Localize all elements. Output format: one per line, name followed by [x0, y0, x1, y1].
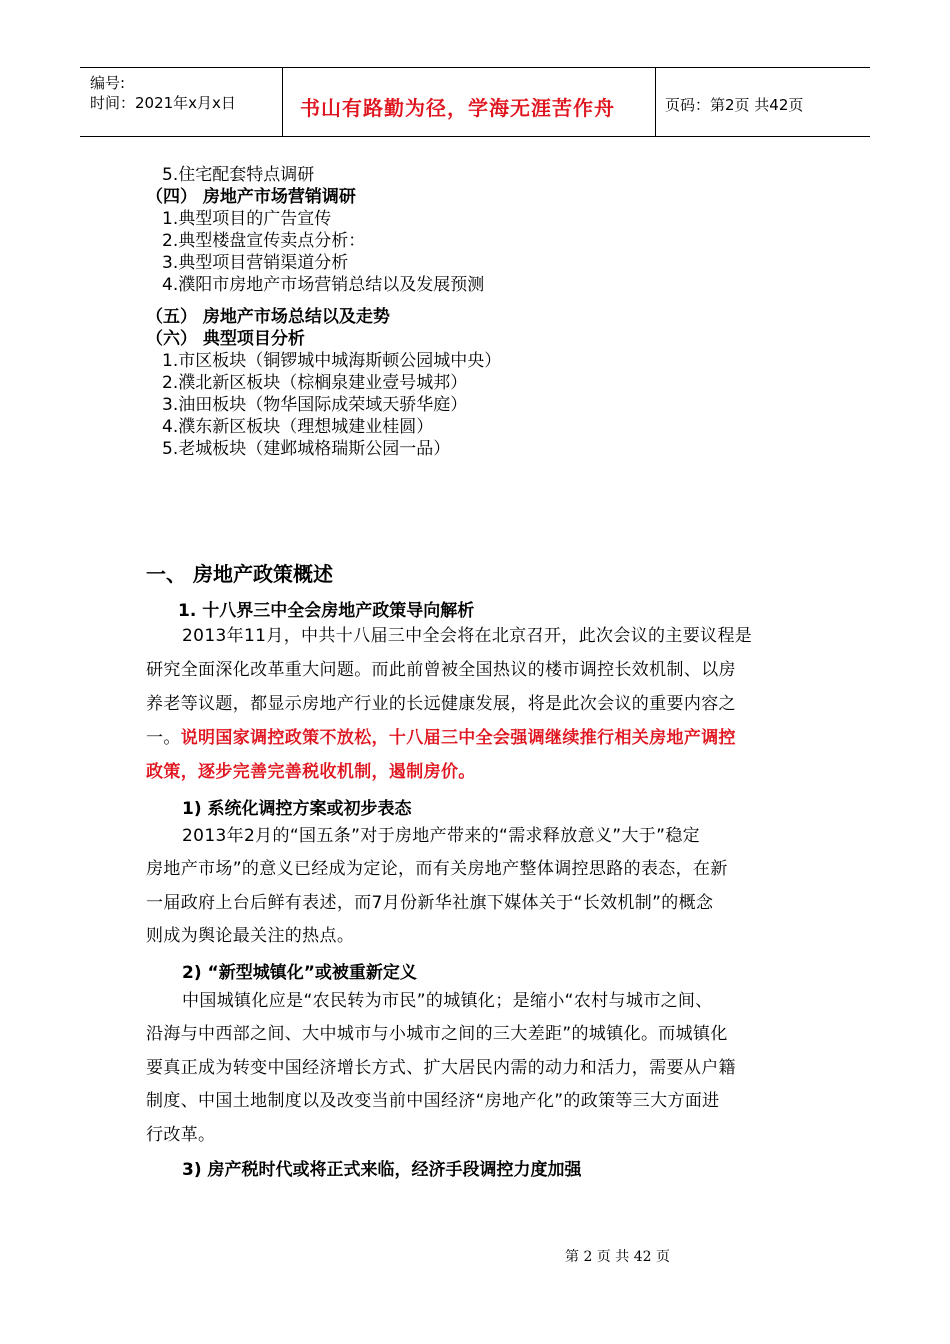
- paragraph-line: 2013年2月的“国五条”对于房地产带来的“需求释放意义”大于”稳定: [182, 826, 701, 846]
- page-footer: 第 2 页 共 42 页: [565, 1249, 670, 1265]
- paragraph-line: 一届政府上台后鲜有表述，而7月份新华社旗下媒体关于“长效机制”的概念: [146, 893, 714, 913]
- toc-item: 4.濮东新区板块（理想城建业桂圆）: [162, 417, 434, 437]
- subsection-title: 1) 系统化调控方案或初步表态: [182, 799, 412, 819]
- section-title: 1. 十八界三中全会房地产政策导向解析: [178, 601, 475, 621]
- paragraph-line: 要真正成为转变中国经济增长方式、扩大居民内需的动力和活力，需要从户籍: [146, 1058, 736, 1078]
- document-number-label: 编号:: [90, 74, 126, 92]
- paragraph-line: 2013年11月，中共十八届三中全会将在北京召开，此次会议的主要议程是: [182, 626, 753, 646]
- highlighted-conclusion: 政策，逐步完善完善税收机制，遏制房价。: [146, 762, 476, 782]
- header-divider: [282, 68, 283, 136]
- subsection-title: 2) “新型城镇化”或被重新定义: [182, 963, 417, 983]
- paragraph-line: 研究全面深化改革重大问题。而此前曾被全国热议的楼市调控长效机制、以房: [146, 660, 736, 680]
- toc-item: 5.住宅配套特点调研: [162, 165, 315, 185]
- paragraph-line: 则成为舆论最关注的热点。: [146, 926, 355, 946]
- toc-section-heading: （六） 典型项目分析: [146, 329, 305, 349]
- toc-item: 1.典型项目的广告宣传: [162, 209, 332, 229]
- toc-item: 3.油田板块（物华国际成荣域天骄华庭）: [162, 395, 468, 415]
- paragraph-line: [146, 722, 736, 756]
- highlighted-conclusion: 说明国家调控政策不放松，十八届三中全会强调继续推行相关房地产调控: [180, 728, 736, 748]
- header-motto: 书山有路勤为径，学海无涯苦作舟: [300, 96, 615, 120]
- paragraph-line: 养老等议题，都显示房地产行业的长远健康发展，将是此次会议的重要内容之: [146, 694, 736, 714]
- toc-item: 3.典型项目营销渠道分析: [162, 253, 349, 273]
- chapter-title: 一、 房地产政策概述: [146, 562, 333, 586]
- paragraph-line: 房地产市场”的意义已经成为定论，而有关房地产整体调控思路的表态，在新: [146, 859, 728, 879]
- toc-item: 2.濮北新区板块（棕榈泉建业壹号城邦）: [162, 373, 468, 393]
- document-date-label: 时间：2021年x月x日: [90, 94, 236, 112]
- paragraph-line: 沿海与中西部之间、大中城市与小城市之间的三大差距”的城镇化。而城镇化: [146, 1024, 728, 1044]
- header-page-info: 页码：第2页 共42页: [665, 96, 804, 114]
- paragraph-line: 制度、中国土地制度以及改变当前中国经济“房地产化”的政策等三大方面进: [146, 1091, 720, 1111]
- paragraph-line: 中国城镇化应是“农民转为市民”的城镇化；是缩小“农村与城市之间、: [182, 991, 713, 1011]
- toc-item: 4.濮阳市房地产市场营销总结以及发展预测: [162, 275, 485, 295]
- toc-section-heading: （四） 房地产市场营销调研: [146, 187, 356, 207]
- paragraph-line: 行改革。: [146, 1125, 216, 1145]
- toc-item: 5.老城板块（建邺城格瑞斯公园一品）: [162, 439, 451, 459]
- toc-section-heading: （五） 房地产市场总结以及走势: [146, 307, 390, 327]
- paragraph-text: 一。: [146, 728, 181, 748]
- subsection-title: 3) 房产税时代或将正式来临，经济手段调控力度加强: [182, 1160, 582, 1180]
- header-divider: [655, 68, 656, 136]
- toc-item: 1.市区板块（铜锣城中城海斯顿公园城中央）: [162, 351, 502, 371]
- toc-item: 2.典型楼盘宣传卖点分析：: [162, 231, 366, 251]
- document-header: [80, 67, 870, 137]
